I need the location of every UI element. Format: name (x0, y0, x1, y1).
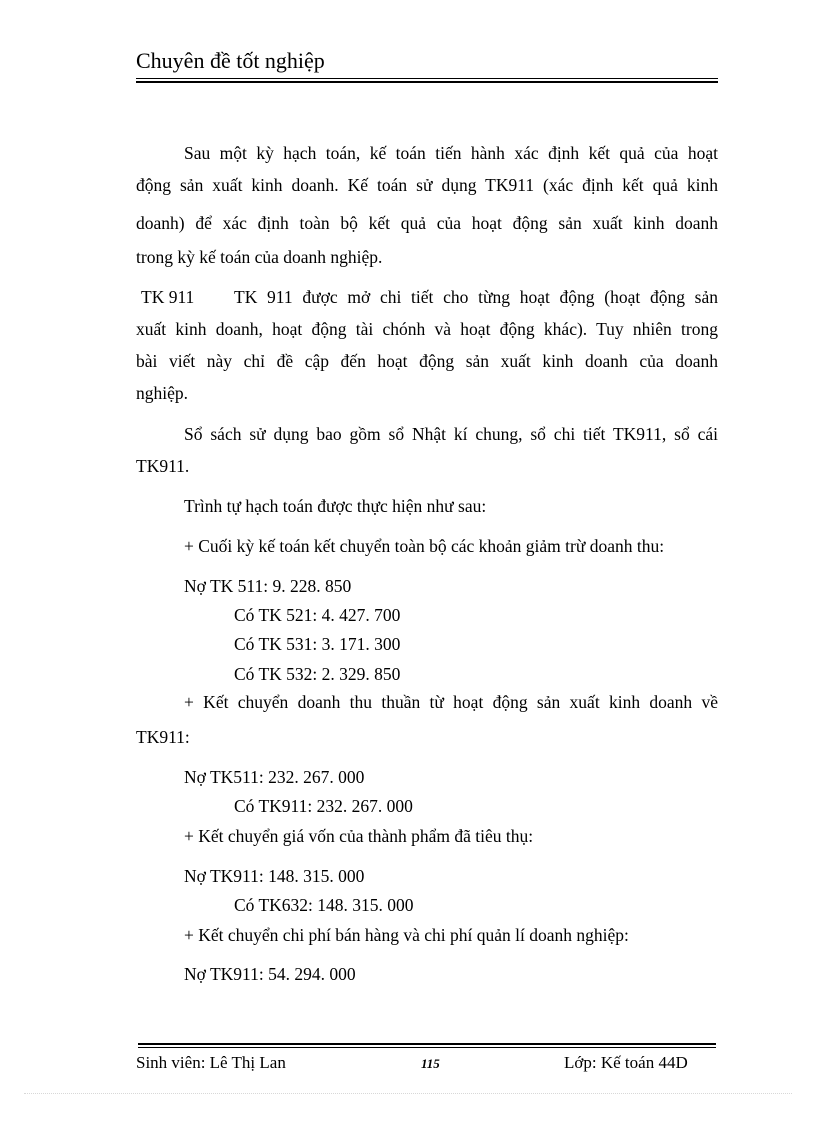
debit-entry: Nợ TK511: 232. 267. 000 (184, 767, 365, 787)
paragraph-line: doanh) để xác định toàn bộ kết quả của hoạt động sản xuất kinh doanh (136, 213, 718, 233)
page-footer (136, 1053, 718, 1077)
credit-entry: Có TK 532: 2. 329. 850 (234, 664, 401, 684)
footer-rule-top (138, 1043, 716, 1045)
paragraph-line: trong kỳ kế toán của doanh nghiệp. (136, 247, 383, 267)
credit-entry: Có TK 531: 3. 171. 300 (234, 634, 401, 654)
credit-entry: Có TK 521: 4. 427. 700 (234, 605, 401, 625)
debit-entry: Nợ TK 511: 9. 228. 850 (184, 576, 352, 596)
debit-entry: Nợ TK911: 54. 294. 000 (184, 964, 356, 984)
paragraph-line: nghiệp. (136, 383, 189, 403)
student-name: Sinh viên: Lê Thị Lan (136, 1053, 286, 1072)
debit-entry: Nợ TK911: 148. 315. 000 (184, 866, 365, 886)
account-label: TK 911 (141, 287, 195, 307)
footer-rule-bottom (138, 1047, 716, 1048)
entry-heading: + Kết chuyển chi phí bán hàng và chi phí quản lí doanh nghiệp: (184, 925, 629, 945)
entry-heading: + Kết chuyển giá vốn của thành phẩm đã tiêu thụ: (184, 826, 534, 846)
paragraph-line: TK 911 được mở chi tiết cho từng hoạt động (hoạt động sản (234, 287, 718, 307)
page-number: 115 (421, 1056, 440, 1071)
class-name: Lớp: Kế toán 44D (564, 1053, 688, 1072)
page-bottom-edge (24, 1093, 792, 1094)
paragraph-line: TK911. (136, 456, 190, 476)
paragraph-line: xuất kinh doanh, hoạt động tài chónh và hoạt động khác). Tuy nhiên trong (136, 319, 718, 339)
header-rule-top (136, 78, 718, 79)
credit-entry: Có TK911: 232. 267. 000 (234, 796, 413, 816)
entry-heading: + Cuối kỳ kế toán kết chuyển toàn bộ các khoản giảm trừ doanh thu: (184, 536, 665, 556)
paragraph-line: Trình tự hạch toán được thực hiện như sau: (184, 496, 487, 516)
paragraph-line: bài viết này chỉ đề cập đến hoạt động sản xuất kinh doanh của doanh (136, 351, 718, 371)
paragraph-line: TK911: (136, 727, 190, 747)
paragraph-line: Sổ sách sử dụng bao gồm sổ Nhật kí chung, sổ chi tiết TK911, sổ cái (184, 424, 718, 444)
header-rule-bottom (136, 81, 718, 83)
paragraph-line: Sau một kỳ hạch toán, kế toán tiến hành xác định kết quả của hoạt (184, 143, 718, 163)
paragraph-line: động sản xuất kinh doanh. Kế toán sử dụng TK911 (xác định kết quả kinh (136, 175, 718, 195)
page-header-title: Chuyên đề tốt nghiệp (136, 48, 325, 73)
entry-heading: + Kết chuyển doanh thu thuần từ hoạt động sản xuất kinh doanh về (184, 692, 718, 712)
credit-entry: Có TK632: 148. 315. 000 (234, 895, 414, 915)
